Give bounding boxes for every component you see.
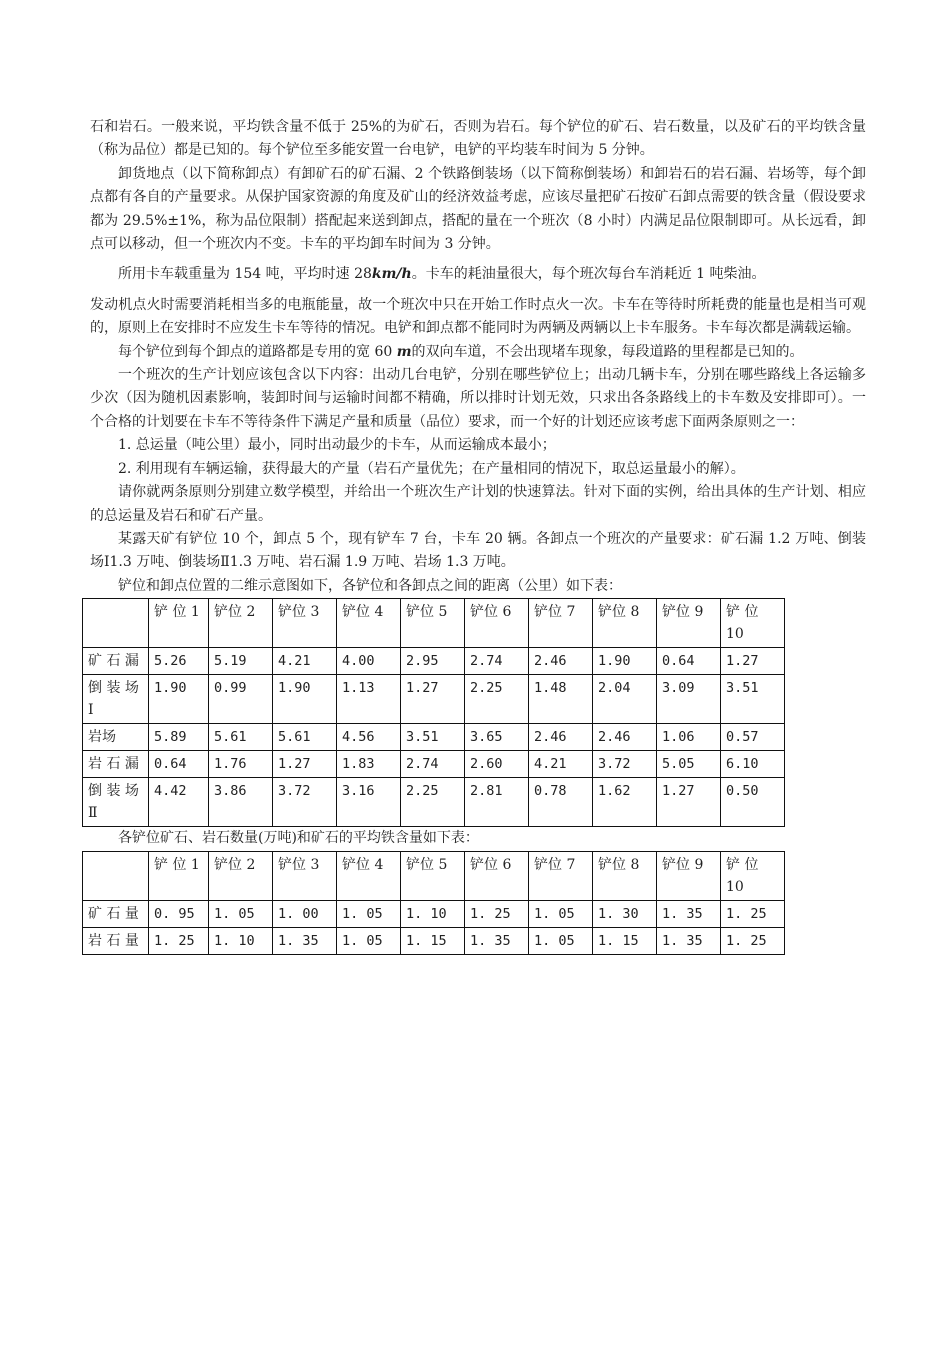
paragraph-task: 请你就两条原则分别建立数学模型，并给出一个班次生产计划的快速算法。针对下面的实例，给出具体的生产计划、相应的总运量及岩石和矿石产量。 — [90, 484, 866, 524]
table-cell: 3.72 — [273, 778, 337, 827]
table-cell: 1. 25 — [465, 900, 529, 927]
paragraph-unload-points: 卸货地点（以下简称卸点）有卸矿石的矿石漏、2 个铁路倒装场（以下简称倒装场）和卸岩石的岩石漏、岩场等，每个卸点都有各自的产量要求。从保护国家资源的角度及矿山的经济效益考虑，应该尽量把矿石按矿石卸点需要的铁含量（假设要求都为 29.5%±1%，称为品位限制）搭配起来送到卸点，搭配的量在一个班次（8 小时）内满足品位限制即可。从长远看，卸点可以移动，但一个班次内不变。卡车的平均卸车时间为 3 分钟。 — [90, 165, 866, 253]
ore-rock-quantity-table — [82, 851, 785, 955]
table-cell: 0.64 — [149, 751, 209, 778]
table-cell: 2.25 — [401, 778, 465, 827]
header-cell: 铲位 4 — [337, 851, 401, 900]
distance-table — [82, 598, 785, 827]
table-cell: 2.74 — [465, 648, 529, 675]
header-cell: 铲位 8 — [593, 851, 657, 900]
header-cell: 铲 位 10 — [721, 599, 785, 648]
table-cell: 2.46 — [593, 724, 657, 751]
table-cell: 0. 95 — [149, 900, 209, 927]
table-cell: 1. 05 — [529, 927, 593, 954]
table-cell: 5.89 — [149, 724, 209, 751]
header-cell: 铲位 5 — [401, 851, 465, 900]
table-cell: 3.65 — [465, 724, 529, 751]
table-row — [83, 927, 785, 954]
table-cell: 2.81 — [465, 778, 529, 827]
row-label: 岩 石 漏 — [83, 751, 149, 778]
table-cell: 4.21 — [273, 648, 337, 675]
table-cell: 1.90 — [149, 675, 209, 724]
header-cell — [83, 599, 149, 648]
table-cell: 2.60 — [465, 751, 529, 778]
table1-caption: 铲位和卸点位置的二维示意图如下，各铲位和各卸点之间的距离（公里）如下表： — [118, 577, 622, 594]
truck-text-before: 所用卡车载重量为 154 吨，平均时速 28 — [118, 266, 372, 283]
header-cell: 铲位 3 — [273, 851, 337, 900]
table-cell: 3.16 — [337, 778, 401, 827]
header-cell: 铲位 9 — [657, 599, 721, 648]
table-cell: 1. 35 — [657, 900, 721, 927]
table-cell: 1.90 — [593, 648, 657, 675]
paragraph-ignition: 发动机点火时需要消耗相当多的电瓶能量，故一个班次中只在开始工作时点火一次。卡车在等待时所耗费的能量也是相当可观的，原则上在安排时不应发生卡车等待的情况。电铲和卸点都不能同时为两辆及两辆以上卡车服务。卡车每次都是满载运输。 — [90, 296, 866, 337]
table-cell: 2.25 — [465, 675, 529, 724]
table-cell: 1. 35 — [273, 927, 337, 954]
table-cell: 1. 05 — [529, 900, 593, 927]
table-cell: 1.48 — [529, 675, 593, 724]
row-label: 矿 石 量 — [83, 900, 149, 927]
table-cell: 1. 10 — [209, 927, 273, 954]
table-cell: 1. 35 — [465, 927, 529, 954]
header-cell: 铲 位 10 — [721, 851, 785, 900]
table-cell: 2.74 — [401, 751, 465, 778]
document-page — [90, 116, 866, 955]
header-cell: 铲位 7 — [529, 851, 593, 900]
table-cell: 3.51 — [721, 675, 785, 724]
row-label: 矿 石 漏 — [83, 648, 149, 675]
paragraph-ore-rock: 石和岩石。一般来说，平均铁含量不低于 25%的为矿石，否则为岩石。每个铲位的矿石、岩石数量，以及矿石的平均铁含量（称为品位）都是已知的。每个铲位至多能安置一台电铲，电铲的平均装车时间为 5 分钟。 — [90, 119, 866, 159]
header-cell: 铲位 8 — [593, 599, 657, 648]
table-cell: 1. 00 — [273, 900, 337, 927]
row-label: 岩场 — [83, 724, 149, 751]
table-cell: 4.56 — [337, 724, 401, 751]
header-cell: 铲位 6 — [465, 851, 529, 900]
table-cell: 3.51 — [401, 724, 465, 751]
table-cell: 0.99 — [209, 675, 273, 724]
table-row — [83, 778, 785, 827]
header-cell: 铲位 7 — [529, 599, 593, 648]
table-cell: 1.27 — [401, 675, 465, 724]
header-cell: 铲位 4 — [337, 599, 401, 648]
table-cell: 5.05 — [657, 751, 721, 778]
table-cell: 1.27 — [273, 751, 337, 778]
table-cell: 1. 10 — [401, 900, 465, 927]
width-unit: m — [396, 343, 412, 360]
table-cell: 1. 15 — [593, 927, 657, 954]
table-cell: 1. 35 — [657, 927, 721, 954]
table-cell: 1. 30 — [593, 900, 657, 927]
rule-two: 2. 利用现有车辆运输，获得最大的产量（岩石产量优先；在产量相同的情况下，取总运量最小的解）。 — [118, 460, 745, 477]
row-label: 倒 装 场Ⅰ — [83, 675, 149, 724]
table-cell: 2.46 — [529, 724, 593, 751]
table-cell: 1.76 — [209, 751, 273, 778]
table-cell: 3.09 — [657, 675, 721, 724]
table-header-row — [83, 851, 785, 900]
table-cell: 5.19 — [209, 648, 273, 675]
road-text-before: 每个铲位到每个卸点的道路都是专用的宽 60 — [118, 343, 393, 360]
table-cell: 1.27 — [721, 648, 785, 675]
paragraph-production-plan: 一个班次的生产计划应该包含以下内容：出动几台电铲，分别在哪些铲位上；出动几辆卡车，分别在哪些路线上各运输多少次（因为随机因素影响，装卸时间与运输时间都不精确，所以排时计划无效，只求出各条路线上的卡车数及安排即可）。一个合格的计划要在卡车不等待条件下满足产量和质量（品位）要求，而一个好的计划还应该考虑下面两条原则之一： — [90, 367, 866, 430]
table-cell: 0.78 — [529, 778, 593, 827]
table-cell: 1.62 — [593, 778, 657, 827]
table-cell: 1.27 — [657, 778, 721, 827]
header-cell: 铲 位 1 — [149, 851, 209, 900]
table-cell: 1.83 — [337, 751, 401, 778]
table-cell: 1. 05 — [337, 900, 401, 927]
table-cell: 2.95 — [401, 648, 465, 675]
truck-text-after: 。卡车的耗油量很大，每个班次每台车消耗近 1 吨柴油。 — [411, 266, 766, 283]
table-cell: 6.10 — [721, 751, 785, 778]
table-row — [83, 675, 785, 724]
table-cell: 5.61 — [273, 724, 337, 751]
table2-caption: 各铲位矿石、岩石数量(万吨)和矿石的平均铁含量如下表： — [118, 830, 479, 847]
table-cell: 5.61 — [209, 724, 273, 751]
table-cell: 3.86 — [209, 778, 273, 827]
header-cell: 铲位 5 — [401, 599, 465, 648]
table-row — [83, 648, 785, 675]
table-cell: 1. 05 — [209, 900, 273, 927]
table-cell: 5.26 — [149, 648, 209, 675]
table-cell: 1. 25 — [721, 900, 785, 927]
speed-unit: km/h — [371, 266, 412, 283]
table-cell: 2.04 — [593, 675, 657, 724]
header-cell: 铲位 9 — [657, 851, 721, 900]
road-text-after: 的双向车道，不会出现堵车现象，每段道路的里程都是已知的。 — [411, 343, 804, 360]
table-cell: 4.21 — [529, 751, 593, 778]
header-cell: 铲位 2 — [209, 851, 273, 900]
table-row — [83, 900, 785, 927]
table-cell: 1. 25 — [721, 927, 785, 954]
table-cell: 2.46 — [529, 648, 593, 675]
rule-one: 1. 总运量（吨公里）最小，同时出动最少的卡车，从而运输成本最小； — [118, 437, 556, 454]
header-cell: 铲位 3 — [273, 599, 337, 648]
table-cell: 1. 15 — [401, 927, 465, 954]
header-cell: 铲位 2 — [209, 599, 273, 648]
table-row — [83, 724, 785, 751]
header-cell: 铲 位 1 — [149, 599, 209, 648]
table-cell: 1. 25 — [149, 927, 209, 954]
row-label: 倒 装 场Ⅱ — [83, 778, 149, 827]
table-cell: 0.64 — [657, 648, 721, 675]
table-row — [83, 751, 785, 778]
table-cell: 1.90 — [273, 675, 337, 724]
table-cell: 1. 05 — [337, 927, 401, 954]
paragraph-roads — [90, 341, 866, 364]
table-cell: 3.72 — [593, 751, 657, 778]
paragraph-instance: 某露天矿有铲位 10 个，卸点 5 个，现有铲车 7 台，卡车 20 辆。各卸点一个班次的产量要求：矿石漏 1.2 万吨、倒装场Ⅰ1.3 万吨、倒装场Ⅱ1.3 万吨、岩石漏 1.9 万吨、岩场 1.3 万吨。 — [90, 530, 866, 571]
table-cell: 0.57 — [721, 724, 785, 751]
header-cell: 铲位 6 — [465, 599, 529, 648]
row-label: 岩 石 量 — [83, 927, 149, 954]
table-cell: 1.06 — [657, 724, 721, 751]
table-cell: 1.13 — [337, 675, 401, 724]
table-cell: 0.50 — [721, 778, 785, 827]
paragraph-truck-capacity — [90, 263, 866, 286]
table-header-row — [83, 599, 785, 648]
header-cell — [83, 851, 149, 900]
table-cell: 4.00 — [337, 648, 401, 675]
table-cell: 4.42 — [149, 778, 209, 827]
